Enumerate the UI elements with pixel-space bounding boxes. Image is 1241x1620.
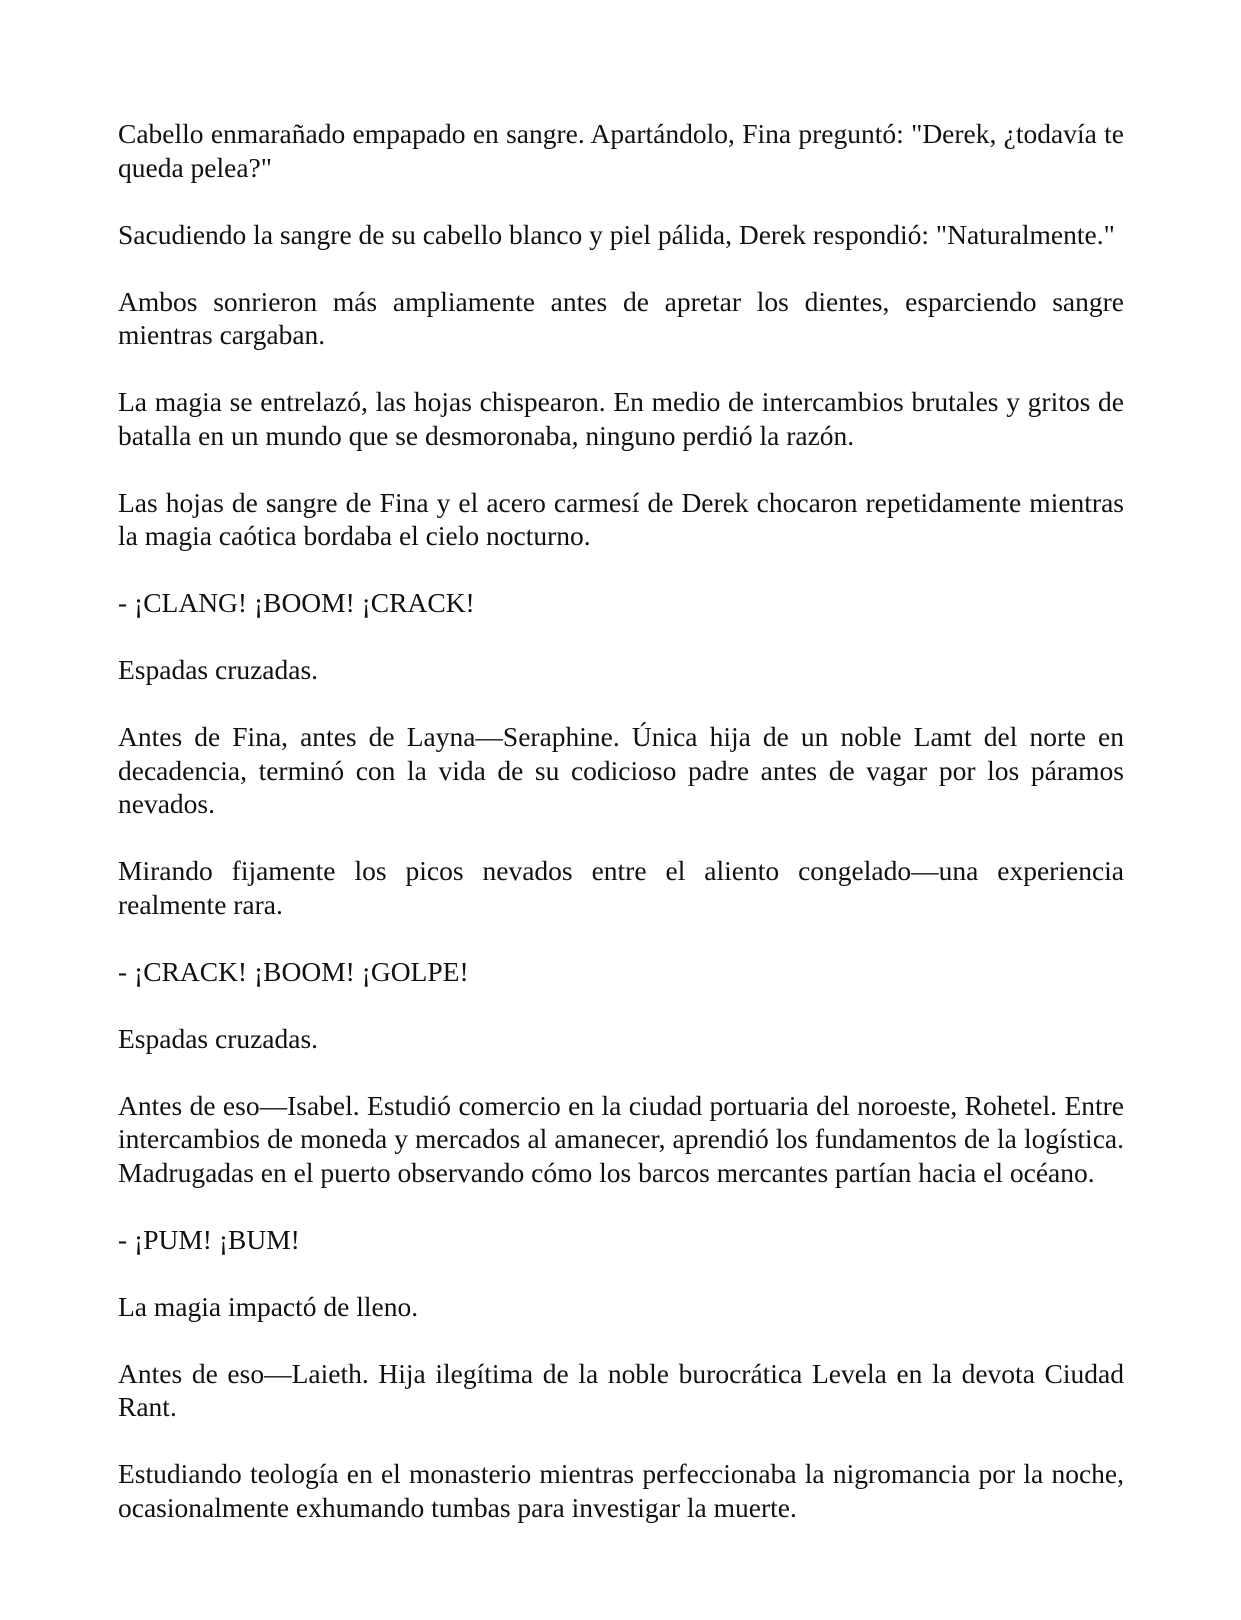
- paragraph-4: La magia se entrelazó, las hojas chispearon. En medio de intercambios brutales y gritos de batalla en un mundo que se desmoronaba, ninguno perdió la razón.: [118, 386, 1124, 451]
- paragraph-8: Antes de Fina, antes de Layna—Seraphine. Única hija de un noble Lamt del norte en decadencia, terminó con la vida de su codicioso padre antes de vagar por los páramos nevados.: [118, 721, 1124, 819]
- paragraph-15: Antes de eso—Laieth. Hija ilegítima de la noble burocrática Levela en la devota Ciudad Rant.: [118, 1357, 1124, 1422]
- paragraph-2: Sacudiendo la sangre de su cabello blanco y piel pálida, Derek respondió: "Naturalmente.": [118, 218, 1115, 250]
- body-text: [118, 117, 1124, 1558]
- paragraph-5: Las hojas de sangre de Fina y el acero carmesí de Derek chocaron repetidamente mientras la magia caótica bordaba el cielo nocturno.: [118, 486, 1124, 551]
- paragraph-3: Ambos sonrieron más ampliamente antes de apretar los dientes, esparciendo sangre mientras cargaban.: [118, 285, 1124, 350]
- paragraph-7: Espadas cruzadas.: [118, 654, 319, 685]
- paragraph-12: Antes de eso—Isabel. Estudió comercio en la ciudad portuaria del noroeste, Rohetel. Entre intercambios de moneda y mercados al amanecer, aprendió los fundamentos de la logística. Madrugadas en el puerto observando cómo los barcos mercantes partían hacia el océano.: [118, 1089, 1124, 1188]
- paragraph-14: La magia impactó de lleno.: [118, 1290, 419, 1322]
- sound-effect-line-1: - ¡CLANG! ¡BOOM! ¡CRACK!: [118, 587, 475, 618]
- paragraph-9: Mirando fijamente los picos nevados entre el aliento congelado—una experiencia realmente rara.: [118, 855, 1124, 920]
- sound-effect-line-2: - ¡CRACK! ¡BOOM! ¡GOLPE!: [118, 955, 469, 987]
- sound-effect-line-3: - ¡PUM! ¡BUM!: [118, 1223, 300, 1255]
- paragraph-1: Cabello enmarañado empapado en sangre. Apartándolo, Fina preguntó: "Derek, ¿todavía te queda pelea?": [118, 118, 1124, 183]
- paragraph-16: Estudiando teología en el monasterio mientras perfeccionaba la nigromancia por la noche, ocasionalmente exhumando tumbas para investigar la muerte.: [118, 1458, 1124, 1523]
- paragraph-11: Espadas cruzadas.: [118, 1022, 319, 1054]
